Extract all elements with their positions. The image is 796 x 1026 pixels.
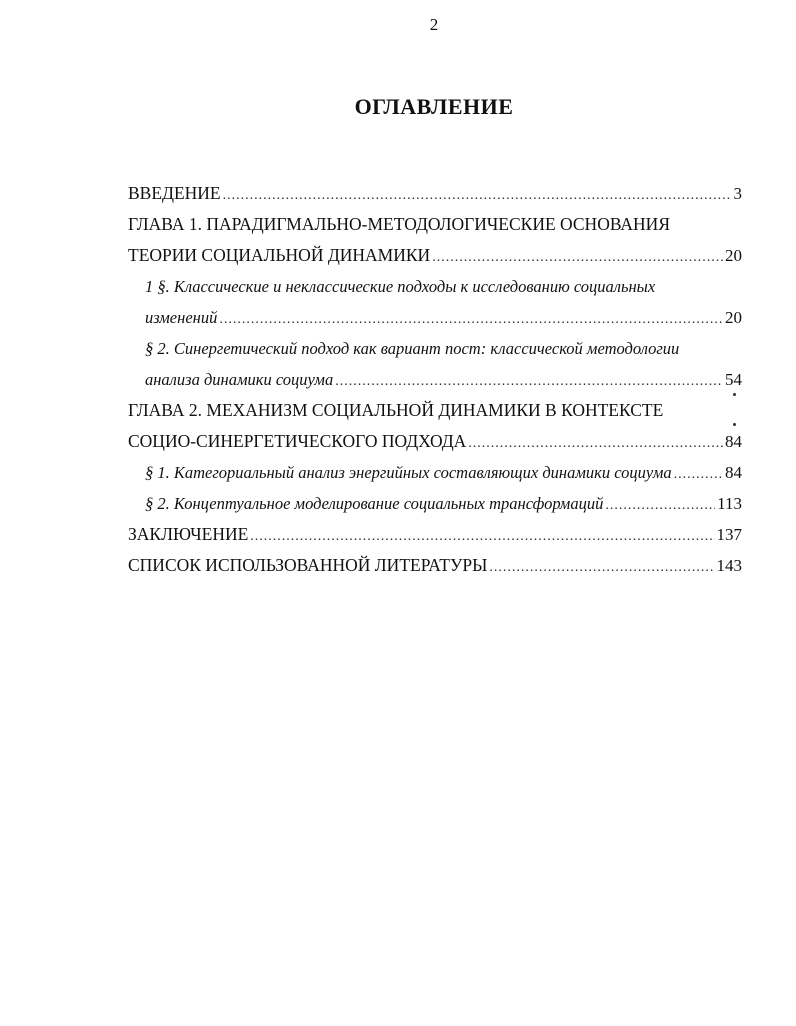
toc-entry-label: ГЛАВА 1. ПАРАДИГМАЛЬНО-МЕТОДОЛОГИЧЕСКИЕ ОСНОВАНИЯ (128, 214, 670, 234)
toc-entry-page: 54 (725, 370, 742, 389)
toc-entry-page: 3 (733, 184, 742, 203)
dot-leader (250, 521, 714, 552)
toc-entry-label: § 2. Концептуальное моделирование социальных трансформаций (145, 494, 604, 513)
toc-entry-ch1-sec2-line1[interactable] (128, 333, 742, 364)
toc-entry-ch1-sec1-line2[interactable] (128, 302, 742, 333)
toc-entry-chapter1-line2[interactable] (128, 240, 742, 271)
dot-leader (674, 459, 723, 490)
toc-entry-ch2-sec1[interactable] (128, 457, 742, 488)
page-title: ОГЛАВЛЕНИЕ (354, 94, 514, 119)
toc-entry-page: 84 (725, 463, 742, 482)
toc-entry-page: 113 (717, 494, 742, 513)
toc-entry-page: 20 (725, 246, 742, 265)
toc-entry-conclusion[interactable] (128, 519, 742, 550)
dot-leader (335, 366, 723, 397)
toc-entry-page: 20 (725, 308, 742, 327)
toc-entry-ch1-sec1-line1[interactable] (128, 271, 742, 302)
toc-entry-label: изменений (145, 308, 218, 327)
page-number: 2 (429, 15, 439, 34)
toc-entry-label: ТЕОРИИ СОЦИАЛЬНОЙ ДИНАМИКИ (128, 245, 431, 265)
toc-entry-chapter1-line1[interactable] (128, 209, 742, 240)
toc-entry-label: СПИСОК ИСПОЛЬЗОВАННОЙ ЛИТЕРАТУРЫ (128, 555, 488, 575)
toc-entry-ch1-sec2-line2[interactable] (128, 364, 742, 395)
toc-entry-page: 137 (716, 525, 742, 544)
toc-entry-chapter2-line1[interactable] (128, 395, 742, 426)
dot-leader (223, 180, 732, 211)
dot-leader (432, 242, 723, 273)
toc-entry-label: ЗАКЛЮЧЕНИЕ (128, 524, 249, 544)
toc-entry-label: ГЛАВА 2. МЕХАНИЗМ СОЦИАЛЬНОЙ ДИНАМИКИ В КОНТЕКСТЕ (128, 400, 664, 420)
toc-entry-label: § 1. Категориальный анализ энергийных составляющих динамики социума (145, 463, 672, 482)
toc-entry-label: анализа динамики социума (145, 370, 334, 389)
toc-entry-bibliography[interactable] (128, 550, 742, 581)
toc-entry-chapter2-line2[interactable] (128, 426, 742, 457)
toc-entry-label: § 2. Синергетический подход как вариант пост: классической методологии (145, 339, 680, 358)
toc-entry-introduction[interactable] (128, 178, 742, 209)
toc-entry-label: 1 §. Классические и неклассические подходы к исследованию социальных (145, 277, 656, 296)
dot-leader (219, 304, 723, 335)
toc-entry-page: 143 (716, 556, 742, 575)
table-of-contents (128, 178, 742, 581)
toc-entry-page: 84 (725, 432, 742, 451)
scan-speck (733, 423, 736, 426)
scan-speck (733, 393, 736, 396)
toc-entry-ch2-sec2[interactable] (128, 488, 742, 519)
dot-leader (489, 552, 714, 583)
toc-entry-label: ВВЕДЕНИЕ (128, 183, 221, 203)
toc-entry-label: СОЦИО-СИНЕРГЕТИЧЕСКОГО ПОДХОДА (128, 431, 467, 451)
dot-leader (468, 428, 723, 459)
dot-leader (605, 490, 715, 521)
